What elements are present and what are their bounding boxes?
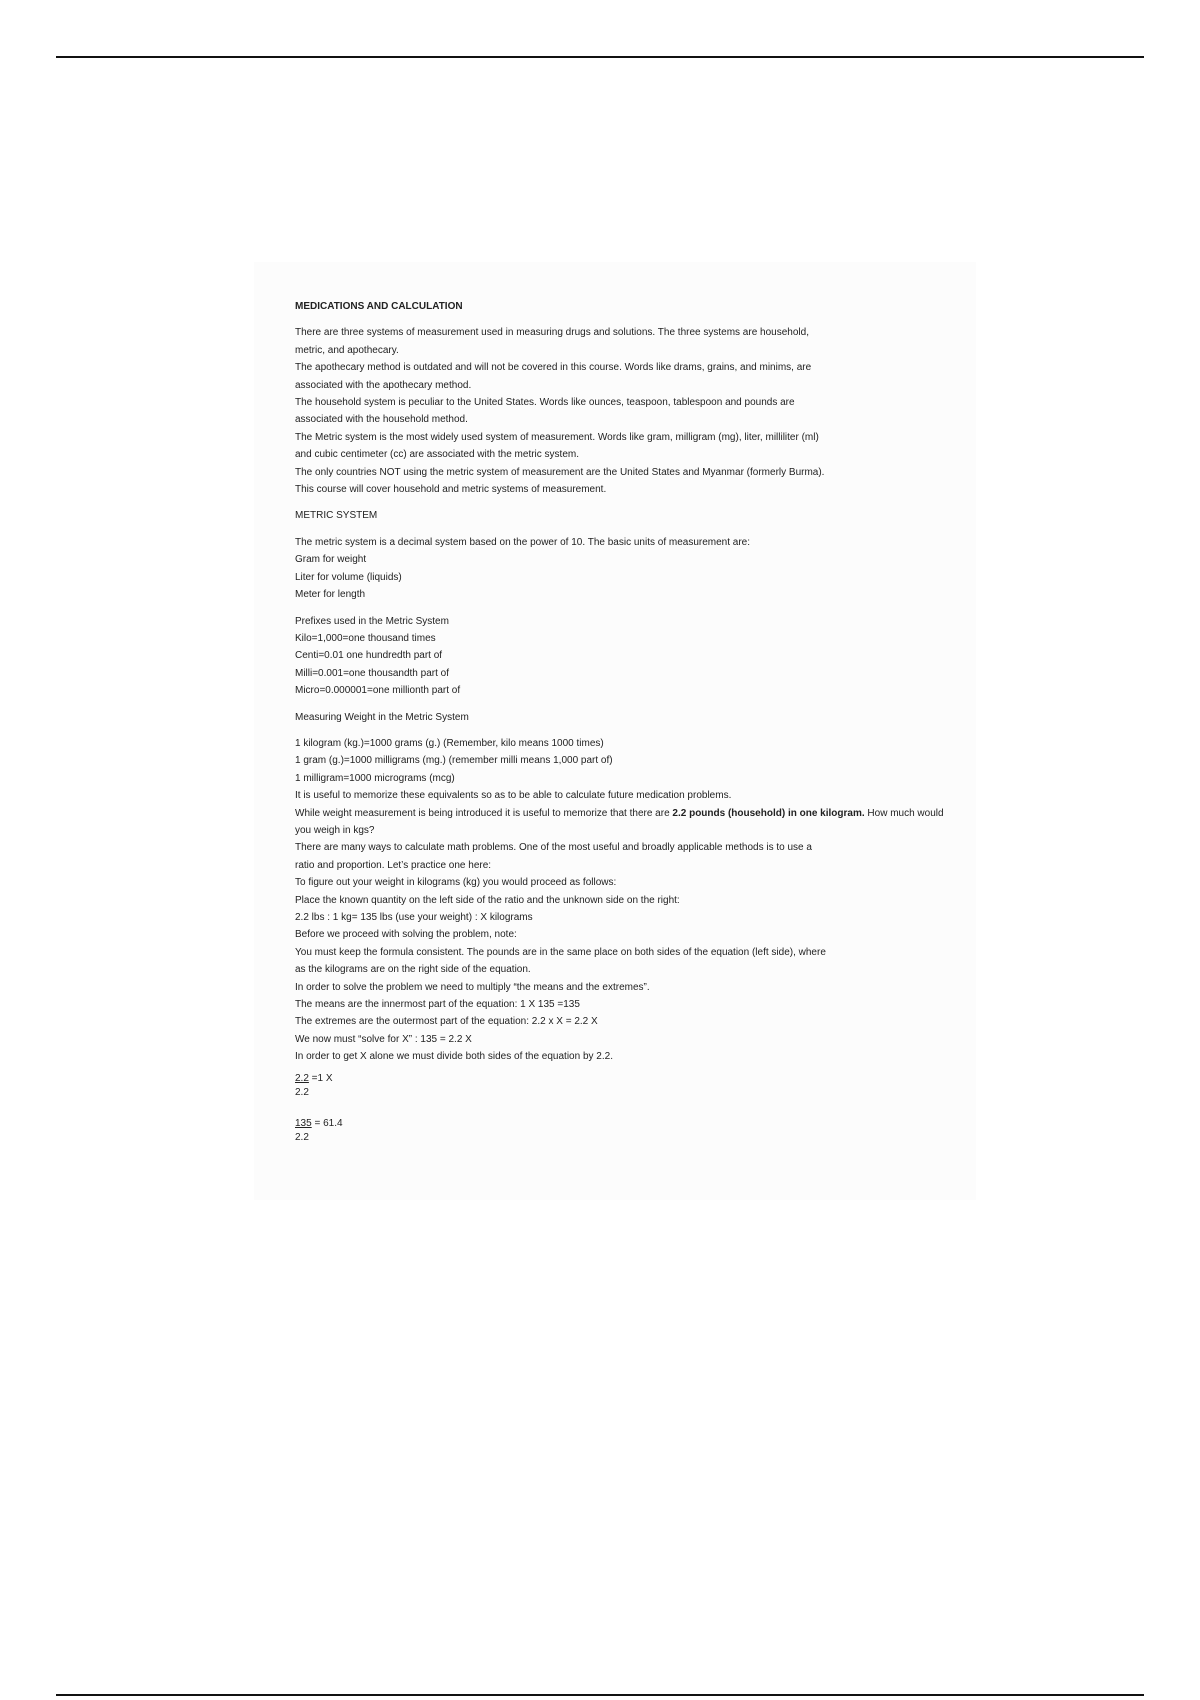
metric-section [295, 534, 945, 604]
weight-line: 2.2 lbs : 1 kg= 135 lbs (use your weight) : X kilograms [295, 912, 533, 923]
intro-section [295, 324, 945, 498]
intro-line: and cubic centimeter (cc) are associated with the metric system. [295, 449, 579, 461]
metric-line: Gram for weight [295, 554, 367, 566]
weight-line: 1 kilogram (kg.)=1000 grams (g.) (Remember, kilo means 1000 times) [295, 737, 604, 749]
top-rule [56, 56, 1144, 58]
weight-line: Before we proceed with solving the problem, note: [295, 929, 517, 941]
prefix-line: Milli=0.001=one thousandth part of [295, 667, 449, 679]
weight-line: You must keep the formula consistent. The pounds are in the same place on both sides of the equation (left side), where [295, 946, 826, 958]
intro-line: associated with the apothecary method. [295, 379, 472, 391]
weight-line: The means are the innermost part of the equation: 1 X 135 =135 [295, 999, 580, 1011]
intro-line: This course will cover household and metric systems of measurement. [295, 484, 607, 496]
metric-heading: METRIC SYSTEM [295, 510, 378, 522]
weight-line: 1 milligram=1000 micrograms (mcg) [295, 772, 455, 784]
weight-line: We now must “solve for X” : 135 = 2.2 X [295, 1033, 472, 1045]
metric-line: The metric system is a decimal system based on the power of 10. The basic units of measurement are: [295, 536, 751, 548]
intro-line: metric, and apothecary. [295, 344, 399, 356]
bold-sentence-emphasis: 2.2 pounds (household) in one kilogram. [672, 807, 865, 819]
document-title: MEDICATIONS AND CALCULATION [295, 301, 463, 312]
prefix-line: Kilo=1,000=one thousand times [295, 632, 436, 644]
prefix-line: Centi=0.01 one hundredth part of [295, 650, 443, 662]
prefix-line: Prefixes used in the Metric System [295, 615, 449, 627]
metric-line: Liter for volume (liquids) [295, 571, 402, 583]
bold-sentence-after: How much would you weigh in kgs? [295, 807, 944, 836]
fraction-denominator: 2.2 [295, 1086, 309, 1098]
bold-sentence-before: While weight measurement is being introduced it is useful to memorize that there are [295, 807, 673, 819]
weight-line: In order to get X alone we must divide both sides of the equation by 2.2. [295, 1051, 613, 1063]
fraction-denominator: 2.2 [295, 1131, 309, 1143]
intro-line: The Metric system is the most widely used system of measurement. Words like gram, milligram (mg), liter, milliliter (ml) [295, 431, 819, 443]
prefix-section [295, 613, 945, 700]
fraction-rest: =1 X [308, 1072, 333, 1084]
intro-line: There are three systems of measurement used in measuring drugs and solutions. The three systems are household, [295, 327, 809, 339]
document-content [295, 298, 945, 1147]
bottom-rule [56, 1694, 1144, 1696]
intro-line: The apothecary method is outdated and will not be covered in this course. Words like drams, grains, and minims, are [295, 362, 812, 374]
fraction-two [295, 1115, 945, 1147]
intro-line: associated with the household method. [295, 414, 468, 426]
fraction-rest: = 61.4 [311, 1117, 343, 1129]
weight-line: It is useful to memorize these equivalents so as to be able to calculate future medication problems. [295, 790, 732, 802]
weight-section [295, 735, 945, 1066]
weight-heading: Measuring Weight in the Metric System [295, 711, 469, 723]
intro-line: The only countries NOT using the metric system of measurement are the United States and Myanmar (formerly Burma). [295, 466, 825, 478]
prefix-line: Micro=0.000001=one millionth part of [295, 685, 461, 697]
fraction-one [295, 1070, 945, 1102]
intro-line: The household system is peculiar to the United States. Words like ounces, teaspoon, tablespoon and pounds are [295, 397, 795, 409]
metric-line: Meter for length [295, 589, 366, 601]
weight-line: Place the known quantity on the left side of the ratio and the unknown side on the right: [295, 894, 680, 906]
fraction-numerator: 2.2 [295, 1072, 309, 1084]
weight-line: In order to solve the problem we need to multiply “the means and the extremes”. [295, 981, 650, 993]
weight-line: To figure out your weight in kilograms (kg) you would proceed as follows: [295, 877, 617, 889]
fraction-numerator: 135 [295, 1117, 312, 1129]
weight-line: 1 gram (g.)=1000 milligrams (mg.) (remember milli means 1,000 part of) [295, 755, 613, 767]
weight-line: as the kilograms are on the right side of the equation. [295, 964, 531, 976]
weight-line: The extremes are the outermost part of the equation: 2.2 x X = 2.2 X [295, 1016, 598, 1028]
weight-line: ratio and proportion. Let’s practice one here: [295, 859, 492, 871]
bold-sentence [295, 805, 945, 840]
weight-line: There are many ways to calculate math problems. One of the most useful and broadly applicable methods is to use a [295, 842, 812, 854]
